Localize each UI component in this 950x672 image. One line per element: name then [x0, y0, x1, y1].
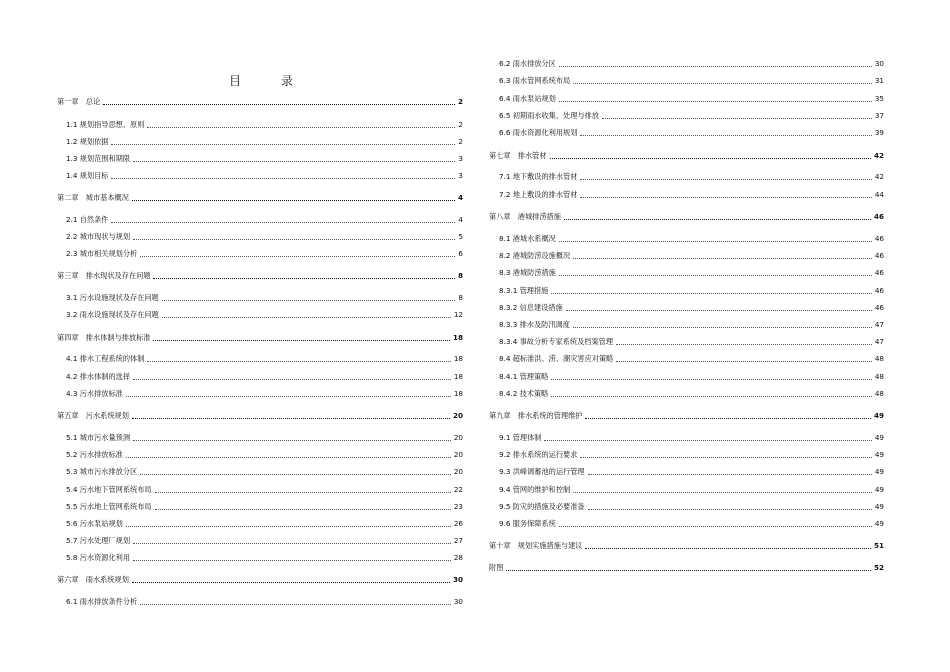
toc-page-number: 37 — [874, 111, 884, 120]
toc-page-number: 18 — [453, 354, 463, 363]
toc-section-entry[interactable] — [499, 519, 884, 528]
toc-entry-label: 4.1 排水工程系统的体制 — [66, 354, 145, 363]
toc-chapter-entry[interactable] — [57, 193, 463, 202]
toc-leader-dots — [126, 451, 451, 458]
toc-entry-label: 第二章 城市基本概况 — [57, 193, 129, 202]
toc-entry-label: 1.1 规划指导思想、原则 — [66, 120, 145, 129]
toc-page-number: 47 — [874, 320, 884, 329]
toc-page-number: 49 — [874, 467, 884, 476]
toc-page-number: 4 — [458, 215, 463, 224]
toc-chapter-entry[interactable] — [489, 563, 884, 572]
toc-leader-dots — [559, 60, 872, 67]
toc-section-entry[interactable] — [66, 249, 463, 258]
toc-section-entry[interactable] — [499, 94, 884, 103]
toc-chapter-entry[interactable] — [57, 271, 463, 280]
toc-entry-label: 1.3 规划范围和期限 — [66, 154, 131, 163]
toc-section-entry[interactable] — [499, 450, 884, 459]
toc-section-entry[interactable] — [499, 268, 884, 277]
toc-section-entry[interactable] — [499, 467, 884, 476]
toc-leader-dots — [126, 390, 451, 397]
toc-leader-dots — [132, 412, 450, 419]
toc-page-number: 49 — [874, 433, 884, 442]
toc-section-entry[interactable] — [66, 120, 463, 129]
toc-leader-dots — [133, 233, 455, 240]
toc-section-entry[interactable] — [66, 597, 463, 606]
toc-page-number: 44 — [874, 190, 884, 199]
toc-entry-label: 8.2 港城防涝设施概况 — [499, 251, 571, 260]
toc-page-number: 49 — [874, 485, 884, 494]
toc-entry-label: 8.3.1 管理措施 — [499, 286, 549, 295]
toc-section-entry[interactable] — [66, 232, 463, 241]
toc-leader-dots — [573, 252, 872, 259]
toc-page-number: 20 — [453, 433, 463, 442]
toc-leader-dots — [559, 520, 872, 527]
toc-chapter-entry[interactable] — [57, 575, 463, 584]
toc-entry-label: 6.6 雨水资源化利用规划 — [499, 128, 578, 137]
toc-entry-label: 6.4 雨水泵站规划 — [499, 94, 556, 103]
toc-page-number: 18 — [452, 333, 463, 342]
toc-page-number: 46 — [874, 286, 884, 295]
toc-leader-dots — [551, 373, 872, 380]
toc-entry-label: 第四章 排水体制与排放标准 — [57, 333, 151, 342]
toc-entry-label: 8.3.2 信息建设措施 — [499, 303, 563, 312]
toc-leader-dots — [153, 334, 450, 341]
toc-entry-label: 6.5 初期雨水收集、处理与排放 — [499, 111, 599, 120]
toc-entry-label: 5.6 污水泵站规划 — [66, 519, 123, 528]
toc-chapter-entry[interactable] — [489, 212, 884, 221]
toc-leader-dots — [133, 373, 451, 380]
toc-section-entry[interactable] — [499, 76, 884, 85]
toc-section-entry[interactable] — [66, 450, 463, 459]
toc-leader-dots — [559, 235, 872, 242]
toc-page-number: 27 — [453, 536, 463, 545]
toc-leader-dots — [573, 486, 872, 493]
toc-page-number: 52 — [873, 563, 884, 572]
toc-leader-dots — [544, 434, 871, 441]
toc-entry-label: 7.2 地上敷设的排水管材 — [499, 190, 578, 199]
toc-chapter-entry[interactable] — [57, 97, 463, 106]
toc-entry-label: 第五章 污水系统规划 — [57, 411, 129, 420]
toc-page-number: 42 — [874, 172, 884, 181]
toc-entry-label: 第三章 排水现状及存在问题 — [57, 271, 151, 280]
toc-section-entry[interactable] — [66, 171, 463, 180]
toc-page-number: 31 — [874, 76, 884, 85]
toc-leader-dots — [588, 503, 872, 510]
toc-entry-label: 8.3.3 排水及防汛调度 — [499, 320, 570, 329]
toc-entry-label: 5.7 污水处理厂规划 — [66, 536, 131, 545]
toc-page-number: 39 — [874, 128, 884, 137]
toc-page-number: 49 — [874, 502, 884, 511]
toc-page-number: 12 — [453, 310, 463, 319]
toc-page-number: 35 — [874, 94, 884, 103]
toc-leader-dots — [580, 191, 871, 198]
toc-leader-dots — [551, 390, 872, 397]
toc-entry-label: 6.2 雨水排放分区 — [499, 59, 556, 68]
toc-leader-dots — [132, 194, 455, 201]
toc-section-entry[interactable] — [66, 502, 463, 511]
toc-entry-label: 3.2 雨水设施现状及存在问题 — [66, 310, 159, 319]
toc-page-number: 18 — [453, 389, 463, 398]
toc-leader-dots — [132, 576, 450, 583]
toc-leader-dots — [153, 272, 455, 279]
toc-page-number: 49 — [874, 519, 884, 528]
toc-section-entry[interactable] — [499, 433, 884, 442]
toc-page-number: 20 — [453, 450, 463, 459]
toc-page-number: 4 — [457, 193, 463, 202]
toc-section-entry[interactable] — [499, 320, 884, 329]
toc-page-number: 46 — [874, 268, 884, 277]
toc-entry-label: 5.1 城市污水量预测 — [66, 433, 131, 442]
toc-entry-label: 9.2 排水系统的运行要求 — [499, 450, 578, 459]
toc-entry-label: 9.5 防灾的措施及必要准备 — [499, 502, 585, 511]
toc-leader-dots — [111, 138, 455, 145]
toc-entry-label: 6.3 雨水管网系统布局 — [499, 76, 571, 85]
toc-entry-label: 2.3 城市相关规划分析 — [66, 249, 138, 258]
toc-leader-dots — [133, 537, 451, 544]
toc-leader-dots — [111, 172, 455, 179]
toc-page-number: 26 — [453, 519, 463, 528]
toc-leader-dots — [588, 468, 872, 475]
toc-leader-dots — [133, 434, 451, 441]
toc-entry-label: 4.2 排水体制的选择 — [66, 372, 131, 381]
toc-leader-dots — [140, 250, 455, 257]
toc-section-entry[interactable] — [499, 172, 884, 181]
toc-page-number: 51 — [873, 541, 884, 550]
toc-leader-dots — [140, 598, 451, 605]
toc-entry-label: 3.1 污水设施现状及存在问题 — [66, 293, 159, 302]
toc-entry-label: 第九章 排水系统的管理维护 — [489, 411, 583, 420]
toc-entry-label: 9.4 管网的维护和控制 — [499, 485, 571, 494]
toc-page-number: 2 — [458, 137, 463, 146]
toc-page-number: 3 — [458, 171, 463, 180]
toc-section-entry[interactable] — [499, 502, 884, 511]
toc-leader-dots — [133, 554, 451, 561]
toc-page-number: 30 — [452, 575, 463, 584]
toc-leader-dots — [147, 121, 455, 128]
toc-section-entry[interactable] — [66, 467, 463, 476]
toc-page-number: 49 — [873, 411, 884, 420]
toc-entry-label: 5.4 污水地下管网系统布局 — [66, 485, 152, 494]
toc-section-entry[interactable] — [66, 354, 463, 363]
toc-leader-dots — [573, 77, 872, 84]
toc-page-number: 48 — [874, 354, 884, 363]
toc-section-entry[interactable] — [66, 215, 463, 224]
toc-section-entry[interactable] — [499, 190, 884, 199]
toc-section-entry[interactable] — [66, 372, 463, 381]
toc-leader-dots — [550, 152, 871, 159]
toc-section-entry[interactable] — [66, 485, 463, 494]
toc-leader-dots — [155, 503, 451, 510]
toc-page-number: 20 — [453, 467, 463, 476]
toc-page-number: 30 — [453, 597, 463, 606]
toc-page-number: 2 — [458, 120, 463, 129]
toc-entry-label: 4.3 污水排放标准 — [66, 389, 123, 398]
toc-entry-label: 附图 — [489, 563, 504, 572]
toc-page-number: 23 — [453, 502, 463, 511]
toc-section-entry[interactable] — [499, 303, 884, 312]
toc-leader-dots — [566, 304, 872, 311]
toc-section-entry[interactable] — [499, 59, 884, 68]
toc-entry-label: 5.5 污水地上管网系统布局 — [66, 502, 152, 511]
toc-page-number: 46 — [874, 303, 884, 312]
toc-entry-label: 2.1 自然条件 — [66, 215, 109, 224]
toc-entry-label: 1.2 规划依据 — [66, 137, 109, 146]
toc-entry-label: 第十章 规划实施措施与建议 — [489, 541, 583, 550]
toc-page-number: 49 — [874, 450, 884, 459]
toc-entry-label: 5.2 污水排放标准 — [66, 450, 123, 459]
toc-section-entry[interactable] — [66, 137, 463, 146]
toc-leader-dots — [111, 216, 455, 223]
toc-page-number: 5 — [458, 232, 463, 241]
toc-chapter-entry[interactable] — [489, 411, 884, 420]
toc-entry-label: 第一章 总论 — [57, 97, 101, 106]
toc-entry-label: 8.4.2 技术策略 — [499, 389, 549, 398]
toc-section-entry[interactable] — [499, 485, 884, 494]
toc-leader-dots — [162, 311, 451, 318]
toc-chapter-entry[interactable] — [489, 541, 884, 550]
toc-entry-label: 第七章 排水管材 — [489, 151, 547, 160]
toc-page-number: 30 — [874, 59, 884, 68]
toc-leader-dots — [551, 287, 872, 294]
toc-leader-dots — [140, 468, 451, 475]
toc-section-entry[interactable] — [66, 154, 463, 163]
toc-section-entry[interactable] — [499, 128, 884, 137]
toc-leader-dots — [506, 564, 871, 571]
toc-section-entry[interactable] — [499, 389, 884, 398]
toc-leader-dots — [103, 98, 455, 105]
toc-section-entry[interactable] — [66, 433, 463, 442]
toc-page-number: 46 — [874, 251, 884, 260]
toc-entry-label: 6.1 雨水排放条件分析 — [66, 597, 138, 606]
toc-page-number: 46 — [873, 212, 884, 221]
toc-section-entry[interactable] — [66, 310, 463, 319]
toc-entry-label: 7.1 地下敷设的排水管材 — [499, 172, 578, 181]
toc-leader-dots — [616, 355, 872, 362]
toc-entry-label: 1.4 规划目标 — [66, 171, 109, 180]
toc-leader-dots — [585, 412, 871, 419]
toc-entry-label: 8.3.4 事故分析专家系统及档案管理 — [499, 337, 614, 346]
toc-title: 目 录 — [228, 74, 307, 88]
toc-leader-dots — [602, 112, 872, 119]
toc-section-entry[interactable] — [499, 337, 884, 346]
toc-page-number: 18 — [453, 372, 463, 381]
toc-entry-label: 8.1 港城水系概况 — [499, 234, 556, 243]
toc-section-entry[interactable] — [66, 553, 463, 562]
toc-chapter-entry[interactable] — [57, 411, 463, 420]
toc-entry-label: 8.3 港城防涝措施 — [499, 268, 556, 277]
toc-page-number: 6 — [458, 249, 463, 258]
toc-page-number: 22 — [453, 485, 463, 494]
toc-leader-dots — [580, 173, 871, 180]
toc-leader-dots — [147, 355, 450, 362]
toc-chapter-entry[interactable] — [489, 151, 884, 160]
toc-entry-label: 9.1 管理体制 — [499, 433, 542, 442]
toc-leader-dots — [580, 129, 871, 136]
toc-leader-dots — [573, 321, 872, 328]
toc-section-entry[interactable] — [66, 519, 463, 528]
toc-leader-dots — [564, 213, 871, 220]
toc-entry-label: 5.3 城市污水排放分区 — [66, 467, 138, 476]
toc-chapter-entry[interactable] — [57, 333, 463, 342]
toc-leader-dots — [580, 451, 871, 458]
toc-section-entry[interactable] — [66, 389, 463, 398]
toc-page-number: 2 — [457, 97, 463, 106]
toc-entry-label: 9.6 服务保障系统 — [499, 519, 556, 528]
toc-leader-dots — [559, 95, 872, 102]
toc-leader-dots — [585, 542, 871, 549]
toc-page-number: 46 — [874, 234, 884, 243]
toc-section-entry[interactable] — [499, 111, 884, 120]
toc-entry-label: 2.2 城市现状与规划 — [66, 232, 131, 241]
toc-leader-dots — [126, 520, 451, 527]
toc-page-number: 48 — [874, 372, 884, 381]
toc-leader-dots — [155, 486, 451, 493]
toc-section-entry[interactable] — [499, 251, 884, 260]
toc-leader-dots — [162, 294, 456, 301]
toc-entry-label: 9.3 洪峰调蓄池的运行管理 — [499, 467, 585, 476]
toc-page-number: 47 — [874, 337, 884, 346]
toc-entry-label: 5.8 污水资源化利用 — [66, 553, 131, 562]
toc-entry-label: 第六章 雨水系统规划 — [57, 575, 129, 584]
toc-entry-label: 8.4 超标准洪、涝、潮灾害应对策略 — [499, 354, 614, 363]
toc-page-number: 48 — [874, 389, 884, 398]
toc-page-number: 3 — [458, 154, 463, 163]
toc-leader-dots — [133, 155, 455, 162]
toc-section-entry[interactable] — [499, 354, 884, 363]
toc-page-number: 8 — [458, 293, 463, 302]
toc-section-entry[interactable] — [499, 286, 884, 295]
toc-leader-dots — [616, 338, 872, 345]
toc-section-entry[interactable] — [66, 293, 463, 302]
toc-page-number: 42 — [873, 151, 884, 160]
toc-section-entry[interactable] — [499, 234, 884, 243]
toc-section-entry[interactable] — [499, 372, 884, 381]
toc-section-entry[interactable] — [66, 536, 463, 545]
toc-entry-label: 第八章 港城排涝措施 — [489, 212, 561, 221]
toc-leader-dots — [559, 269, 872, 276]
toc-entry-label: 8.4.1 管理策略 — [499, 372, 549, 381]
toc-page-number: 20 — [452, 411, 463, 420]
toc-page-number: 8 — [457, 271, 463, 280]
toc-page-number: 28 — [453, 553, 463, 562]
